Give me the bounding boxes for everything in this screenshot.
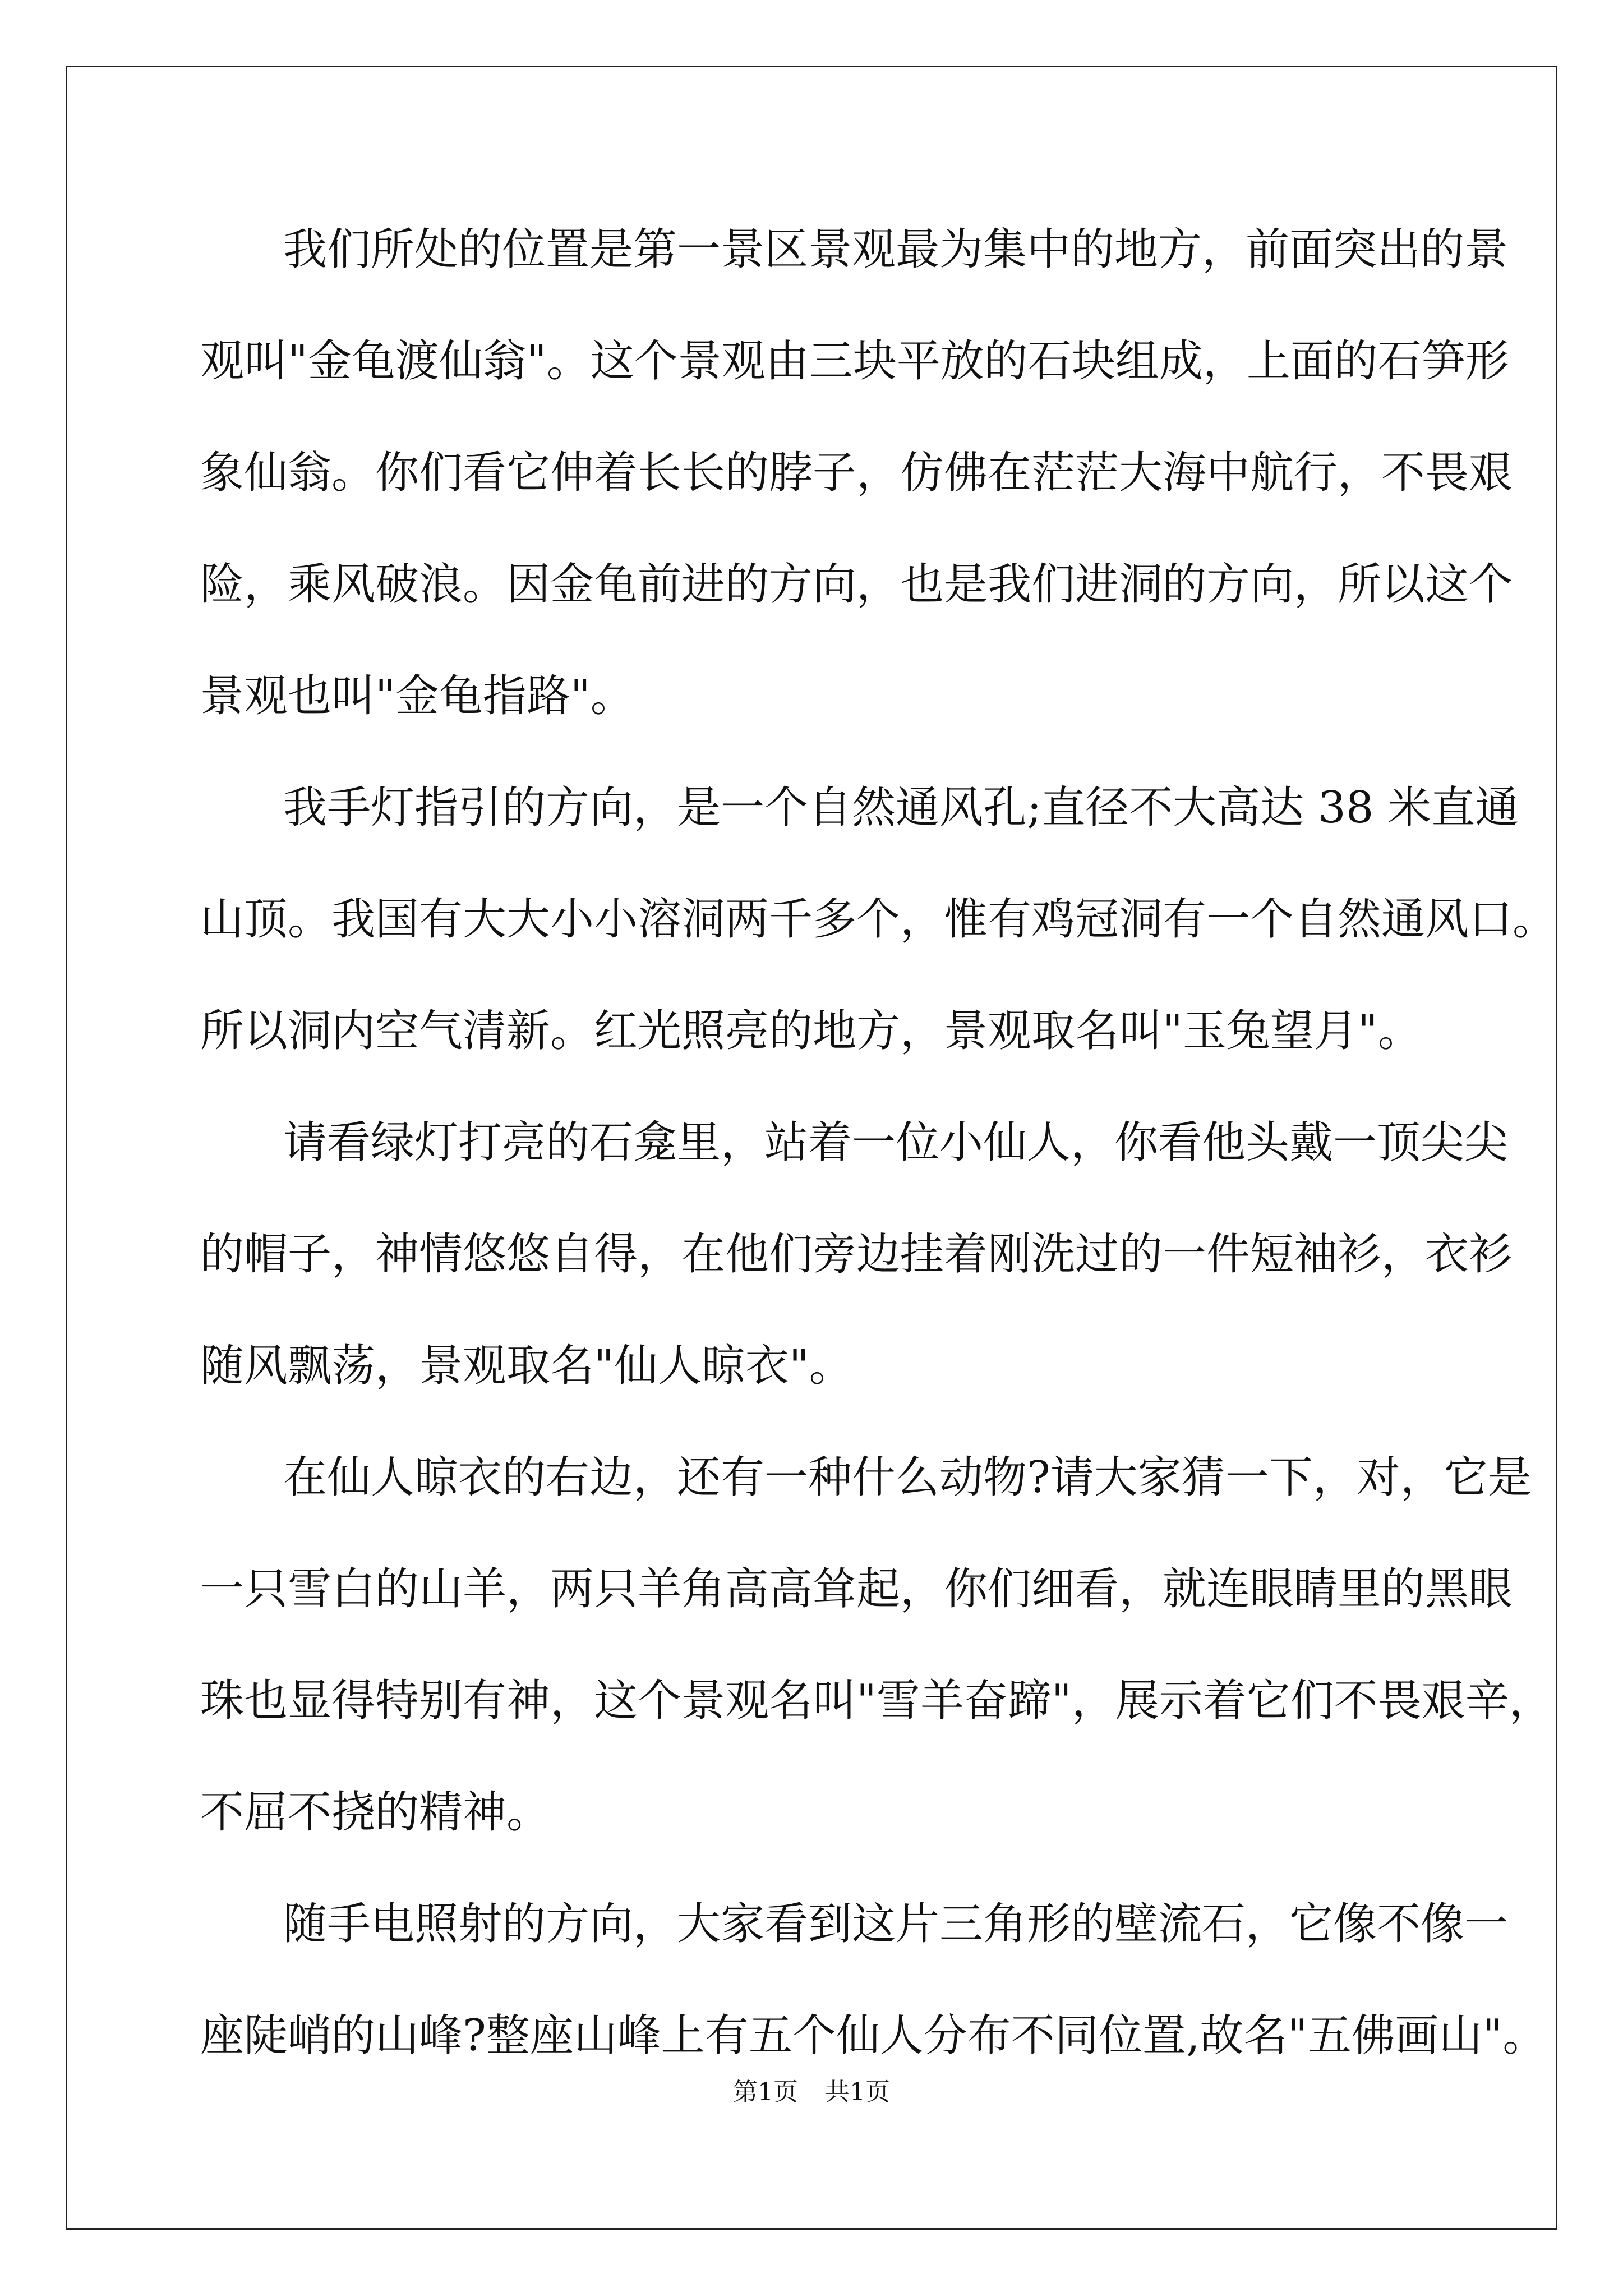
document-body [200,0,1557,2296]
paragraph-4-line-1: 在仙人晾衣的右边，还有一种什么动物?请大家猜一下，对，它是 [283,1452,1532,1503]
paragraph-1-line-4: 险，乘风破浪。因金龟前进的方向，也是我们进洞的方向，所以这个 [200,559,1513,610]
paragraph-1-line-3: 象仙翁。你们看它伸着长长的脖子，仿佛在茫茫大海中航行，不畏艰 [200,448,1513,498]
page-number-current: 第1页 [733,2078,798,2106]
page-number-total: 共1页 [825,2078,890,2106]
paragraph-5-line-2: 座陡峭的山峰?整座山峰上有五个仙人分布不同位置,故名"五佛画山"。 [200,2010,1547,2061]
paragraph-1-line-5: 景观也叫"金龟指路"。 [200,671,634,721]
paragraph-2-line-2: 山顶。我国有大大小小溶洞两千多个，惟有鸡冠洞有一个自然通风口。 [200,894,1557,945]
paragraph-1-line-1: 我们所处的位置是第一景区景观最为集中的地方，前面突出的景 [283,224,1509,275]
paragraph-1-line-2: 观叫"金龟渡仙翁"。这个景观由三块平放的石块组成，上面的石笋形 [200,336,1509,386]
paragraph-2-line-3: 所以洞内空气清新。红光照亮的地方，景观取名叫"玉兔望月"。 [200,1006,1422,1056]
paragraph-4-line-4: 不屈不挠的精神。 [200,1787,551,1838]
paragraph-5-line-1: 随手电照射的方向，大家看到这片三角形的壁流石，它像不像一 [283,1899,1509,1949]
paragraph-3-line-2: 的帽子，神情悠悠自得，在他们旁边挂着刚洗过的一件短袖衫，衣衫 [200,1229,1513,1280]
paragraph-4-line-2: 一只雪白的山羊，两只羊角高高耸起，你们细看，就连眼睛里的黑眼 [200,1564,1513,1614]
paragraph-3-line-3: 随风飘荡，景观取名"仙人晾衣"。 [200,1341,853,1391]
paragraph-3-line-1: 请看绿灯打亮的石龛里，站着一位小仙人，你看他头戴一顶尖尖 [283,1117,1509,1168]
page-footer [0,2076,1623,2109]
paragraph-4-line-3: 珠也显得特别有神，这个景观名叫"雪羊奋蹄"，展示着它们不畏艰辛， [200,1676,1553,1726]
paragraph-2-line-1: 我手灯指引的方向，是一个自然通风孔;直径不大高达 38 米直通 [283,783,1519,833]
